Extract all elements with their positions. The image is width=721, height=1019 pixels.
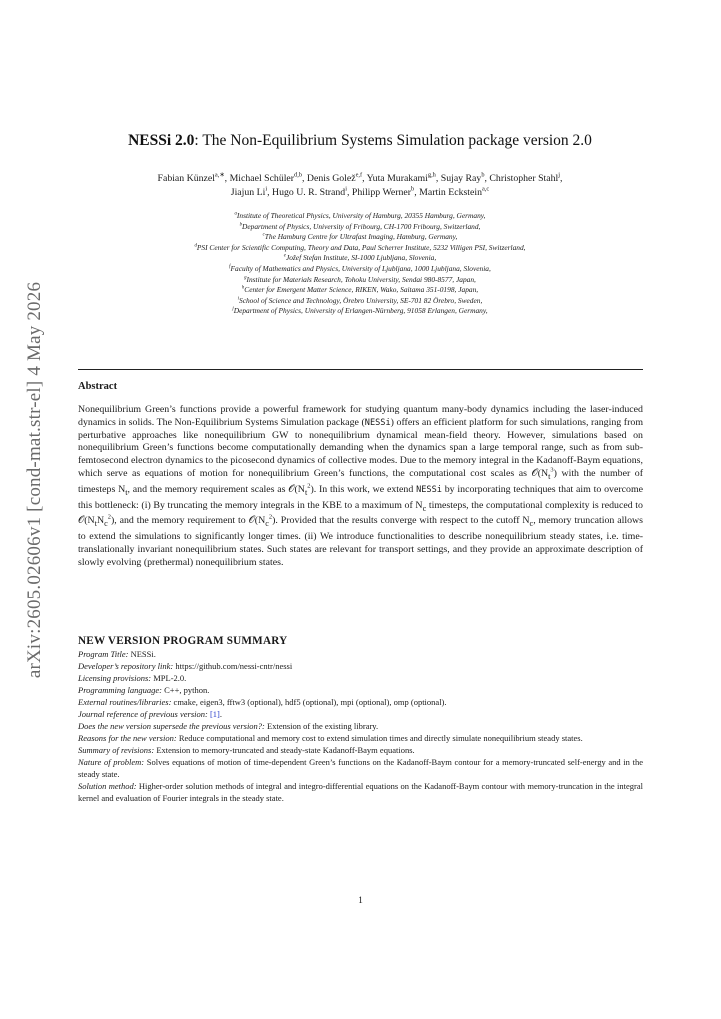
- affiliation-text: Department of Physics, University of Erlangen-Nürnberg, 91058 Erlangen, Germany,: [233, 306, 488, 316]
- summary-row: [78, 696, 643, 708]
- author-list: [75, 172, 645, 200]
- abstract-text: ). In this work, we extend: [310, 483, 417, 495]
- summary-value: Solves equations of motion of time-dependent Green’s functions on the Kadanoff-Baym contour for a memory-truncated self-energy and in the steady state.: [78, 757, 643, 779]
- summary-value: cmake, eigen3, fftw3 (optional), hdf5 (optional), mpi (optional), omp (optional).: [171, 697, 447, 707]
- abstract-text: ) offers an efficient platform for such simulations, ranging from perturbative approaches like nonequilibrium GW to nonequilibrium dynamical mean-field theory. However, simulations based on nonequilibrium Green’s functions become computationally demanding when the dynamics span a large temporal range, such as from sub-femtosecond electron dynamics to the picosecond dynamics of collective modes. Due to the memory integral in the Kadanoff-Baym equations, which serve as equations of motion for nonequilibrium Green’s functions, the computational cost scales as 𝒪(N: [78, 416, 643, 479]
- abstract-text: by incorporating techniques that aim to overcome this bottleneck: (i) By truncating the memory integrals in the KBE to a maximum of N: [78, 483, 644, 511]
- program-summary: [78, 648, 643, 804]
- affiliation-mark: d: [194, 243, 197, 249]
- math-superscript: 2: [107, 513, 111, 521]
- math-subscript: c: [529, 519, 534, 529]
- abstract-text: Nonequilibrium Green’s functions provide a powerful framework for studying quantum many-body dynamics including the laser-induced dynamics in solids. The Non-Equilibrium Systems Simulation package (: [78, 404, 643, 428]
- summary-row: [78, 780, 643, 804]
- affiliation-text: The Hamburg Centre for Ultrafast Imaging, Hamburg, Germany,: [264, 232, 458, 242]
- author-name: , Denis Golež: [302, 173, 356, 184]
- affiliation: [70, 285, 650, 296]
- summary-value: Reduce computational and memory cost to extend simulation times and directly simulate nonequilibrium steady states.: [176, 733, 583, 743]
- author-affil-mark: b: [481, 171, 485, 179]
- affiliation-text: School of Science and Technology, Örebro University, SE-701 82 Örebro, Sweden,: [239, 295, 483, 305]
- author-separator: ,: [560, 173, 563, 184]
- summary-row: [78, 720, 643, 732]
- arxiv-identifier: arXiv:2605.02606v1 [cond-mat.str-el] 4 May 2026: [24, 281, 45, 679]
- affiliation-mark: e: [283, 253, 286, 259]
- summary-key: Reasons for the new version:: [78, 733, 177, 743]
- summary-value: Extension to memory-truncated and steady-state Kadanoff-Baym equations.: [154, 745, 415, 755]
- affiliation-text: Center for Emergent Matter Science, RIKEN, Wako, Saitama 351-0198, Japan,: [244, 285, 479, 295]
- summary-row: [78, 672, 643, 684]
- math-subscript: t: [94, 519, 97, 529]
- abstract-text: , memory truncation allows to extend the simulations to significantly longer times. (ii) We introduce functionalities to describe nonequilibrium steady states, i.e. time-translationally invariant nonequilibrium states. Such states are relevant for transport settings, and they provide an approximate description of slowly evolving (prethermal) nonequilibrium states.: [78, 515, 643, 568]
- math-subscript: c: [265, 519, 269, 529]
- code-name: NESSi: [364, 417, 391, 428]
- math-superscript: 3: [550, 466, 554, 474]
- author-affil-mark: j: [558, 171, 561, 179]
- affiliation: [70, 296, 650, 307]
- abstract-heading: Abstract: [78, 381, 118, 392]
- affiliation: [70, 253, 650, 264]
- affiliation-mark: b: [239, 222, 242, 228]
- author-name: Fabian Künzel: [157, 173, 215, 184]
- author-affil-mark: g,h: [427, 171, 436, 179]
- title-package-name: NESSi 2.0: [128, 132, 195, 149]
- summary-value: Extension of the existing library.: [264, 721, 379, 731]
- affiliation: [70, 306, 650, 317]
- author-affil-mark: b: [411, 185, 415, 193]
- affiliation-mark: j: [232, 306, 234, 312]
- affiliation-text: Institute of Theoretical Physics, University of Hamburg, 20355 Hamburg, Germany,: [236, 211, 486, 220]
- math-subscript: t: [548, 471, 551, 481]
- affiliation: [70, 243, 650, 254]
- summary-value: MPL-2.0.: [151, 673, 187, 683]
- author-name: , Christopher Stahl: [484, 173, 559, 184]
- summary-key: Nature of problem:: [78, 757, 145, 767]
- code-name: NESSi: [416, 484, 442, 495]
- abstract-text: timesteps, the computational complexity is reduced to 𝒪(N: [78, 499, 643, 527]
- summary-key: Developer’s repository link:: [78, 661, 174, 671]
- author-name: , Michael Schüler: [224, 173, 295, 184]
- summary-key: External routines/libraries:: [78, 697, 172, 707]
- summary-row: [78, 732, 643, 744]
- affiliation-text: Institute for Materials Research, Tohoku University, Sendai 980-8577, Japan,: [246, 274, 476, 284]
- affiliation: [70, 222, 650, 233]
- summary-key: Licensing provisions:: [78, 673, 152, 683]
- author-affil-mark: i: [265, 185, 268, 193]
- summary-value: NESSi.: [128, 649, 156, 659]
- paper-title: [60, 132, 660, 150]
- summary-row: [78, 684, 643, 696]
- summary-key: Programming language:: [78, 685, 162, 695]
- author-name: , Philipp Werner: [346, 187, 412, 198]
- summary-value: Higher-order solution methods of integral and integro-differential equations on the Kadanoff-Baym contour with memory-truncation in the integral kernel and evaluation of Fourier integrals in the steady state.: [78, 781, 643, 803]
- affiliation-text: PSI Center for Scientific Computing, Theory and Data, Paul Scherrer Institute, 5232 Villigen PSI, Switzerland,: [196, 242, 526, 252]
- summary-row: [78, 756, 643, 780]
- affiliation-text: Department of Physics, University of Fribourg, CH-1700 Fribourg, Switzerland,: [242, 221, 481, 231]
- affiliation: [70, 264, 650, 275]
- abstract-text: ), and the memory requirement to 𝒪(N: [110, 515, 266, 527]
- math-symbol: N: [96, 515, 105, 527]
- affiliation: [70, 232, 650, 243]
- affiliation-mark: h: [241, 285, 245, 291]
- summary-row: [78, 744, 643, 756]
- affiliation-mark: g: [244, 275, 247, 281]
- summary-key: Does the new version supersede the previous version?:: [78, 721, 265, 731]
- title-rest: : The Non-Equilibrium Systems Simulation package version 2.0: [194, 132, 592, 149]
- affiliation-text: Jožef Stefan Institute, SI-1000 Ljubljana, Slovenia,: [285, 253, 437, 263]
- abstract-text: , and the memory requirement scales as 𝒪(N: [127, 483, 305, 495]
- affiliation-mark: i: [237, 296, 240, 302]
- summary-row: [78, 648, 643, 660]
- math-subscript: c: [422, 503, 427, 513]
- author-name: , Sujay Ray: [435, 173, 482, 184]
- summary-value: C++, python.: [161, 685, 210, 695]
- math-subscript: c: [104, 519, 108, 529]
- citation-link[interactable]: [1]: [209, 709, 220, 719]
- abstract-text: ) with the number of timesteps N: [78, 467, 643, 495]
- math-subscript: t: [304, 487, 308, 497]
- summary-key: Summary of revisions:: [78, 745, 155, 755]
- affiliation-mark: a: [234, 211, 237, 217]
- summary-heading: NEW VERSION PROGRAM SUMMARY: [78, 635, 288, 647]
- author-name: Jiajun Li: [230, 187, 266, 198]
- author-affil-mark: a,c: [481, 185, 490, 193]
- math-superscript: 2: [268, 513, 273, 521]
- section-divider: [78, 369, 643, 370]
- author-name: , Martin Eckstein: [414, 187, 482, 198]
- summary-key: Program Title:: [78, 649, 129, 659]
- affiliation-mark: c: [262, 232, 265, 238]
- summary-row: [78, 708, 643, 720]
- author-affil-mark: i: [345, 185, 347, 193]
- repository-link[interactable]: https://github.com/nessi-cntr/nessi: [173, 661, 293, 671]
- author-name: , Yuta Murakami: [362, 173, 428, 184]
- author-affil-mark: e,f: [355, 171, 363, 179]
- summary-row: [78, 660, 643, 672]
- summary-value: .: [219, 709, 222, 719]
- author-affil-mark: d,b: [294, 171, 302, 179]
- page-number: 1: [358, 896, 363, 906]
- affiliation: [70, 275, 650, 286]
- affiliation-text: Faculty of Mathematics and Physics, University of Ljubljana, 1000 Ljubljana, Slovenia,: [230, 263, 491, 273]
- summary-key: Solution method:: [78, 781, 137, 791]
- math-subscript: t: [125, 487, 128, 497]
- math-superscript: 2: [307, 482, 311, 490]
- summary-key: Journal reference of previous version:: [78, 709, 208, 719]
- abstract-text: ). Provided that the results converge with respect to the cutoff N: [272, 515, 530, 527]
- author-affil-mark: a,∗: [214, 171, 225, 179]
- affiliation: [70, 211, 650, 222]
- abstract-body: [78, 404, 643, 569]
- author-name: , Hugo U. R. Strand: [267, 187, 346, 198]
- affiliation-list: [70, 211, 650, 317]
- affiliation-mark: f: [229, 264, 231, 270]
- arxiv-identifier-sidebar: [20, 250, 50, 710]
